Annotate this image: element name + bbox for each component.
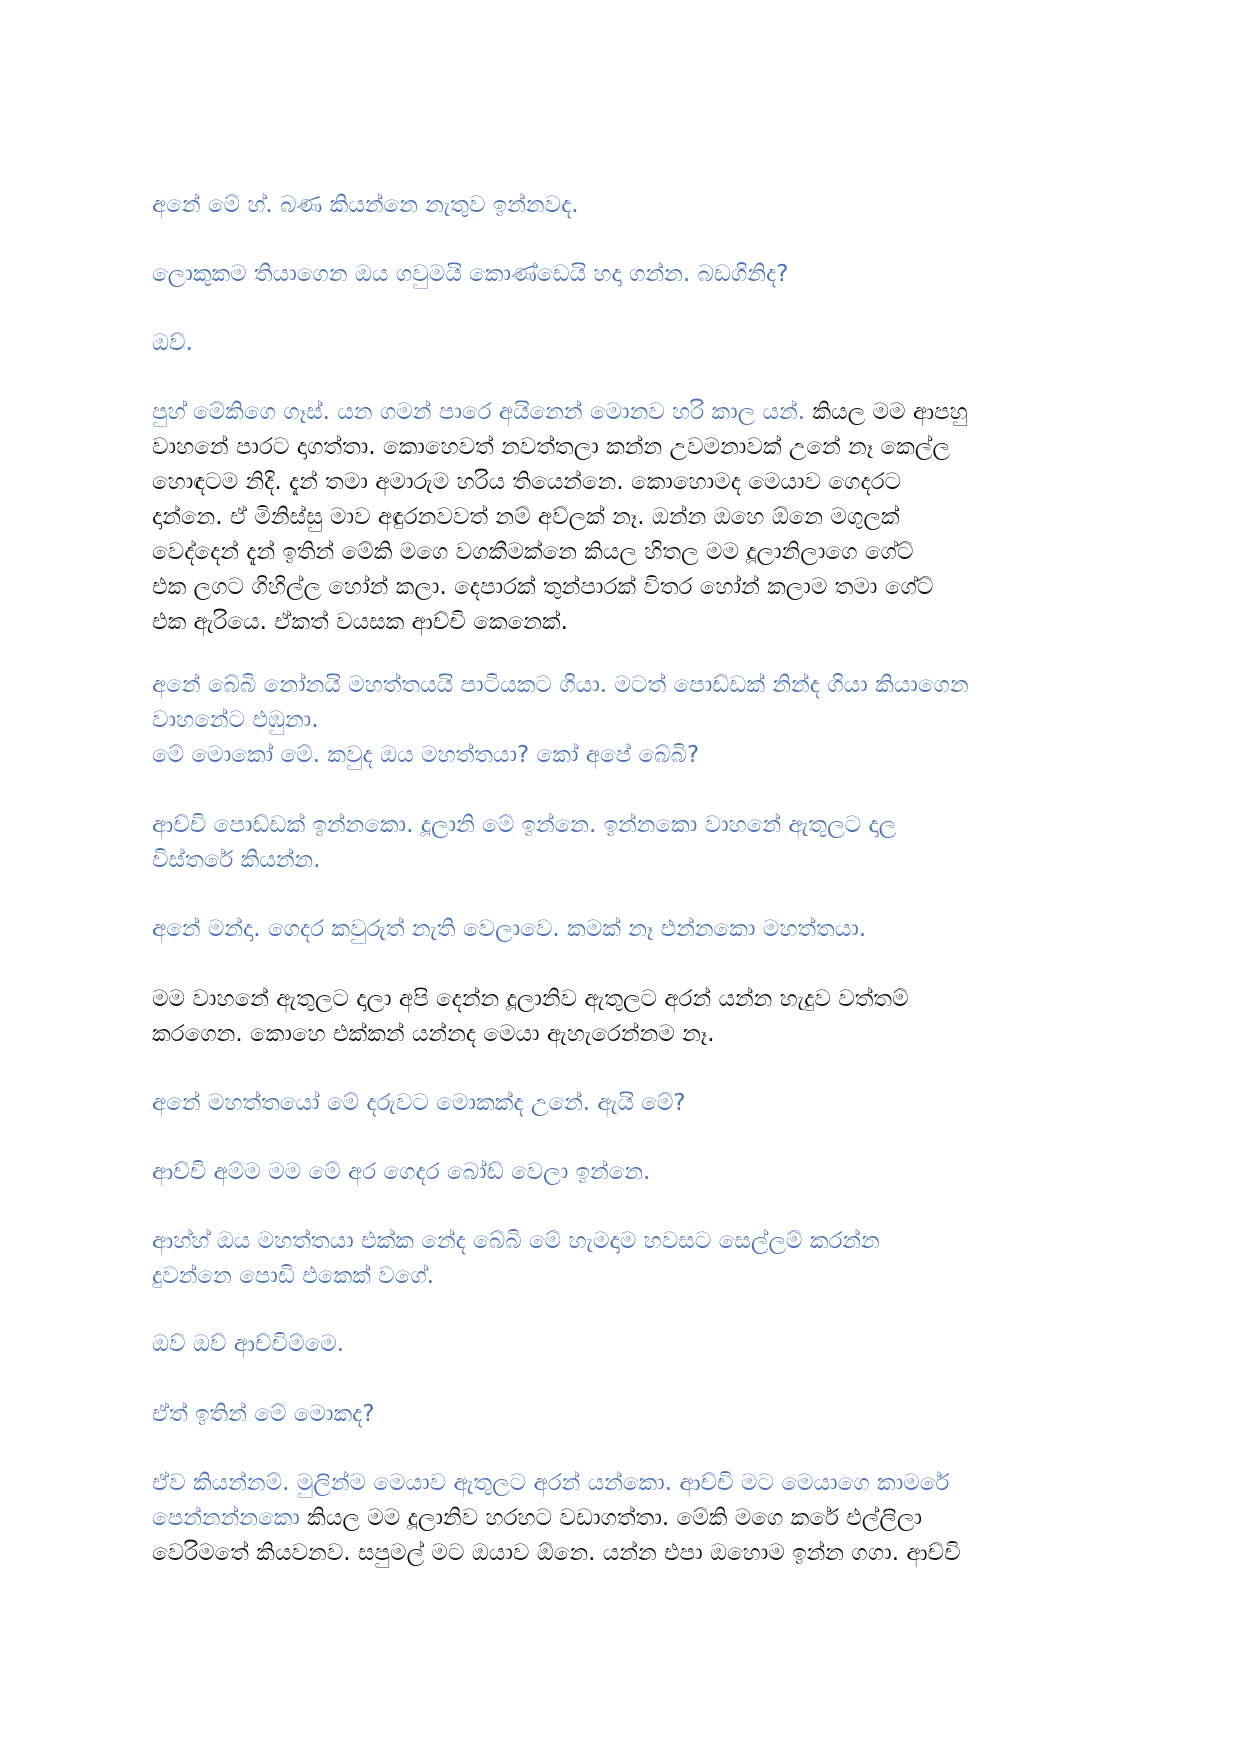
- paragraph: [152, 982, 1092, 1052]
- text-line: [152, 395, 1092, 430]
- dialogue-text: පුහ් මේකිගෙ ගෑස්. යන ගමන් පාරෙ අයිනෙන් මොනව හරි කාල යන්.: [152, 399, 813, 425]
- text-line: [152, 465, 1092, 500]
- narration-text: කියල මම දූලානිව හරහට වඩාගත්තා. මේකි මගෙ කරේ එල්ලිලා: [307, 1505, 923, 1531]
- paragraph: [152, 808, 1092, 878]
- dialogue-text: ලොකුකම තියාගෙන ඔය ගවුමයි කොණ්ඩෙයි හදා ගන්න. බඩගිනිද?: [152, 261, 789, 287]
- dialogue-text: ඒත් ඉතින් මේ මොකද?: [152, 1401, 375, 1427]
- text-line: [152, 500, 1092, 535]
- paragraph: [152, 912, 1092, 947]
- dialogue-text: ඔව්.: [152, 330, 193, 356]
- narration-text: මම වාහනේ ඇතුලට දාලා අපි දෙන්න දූලානිව ඇතුලට අරන් යන්න හැදුව වත්තම්: [152, 986, 909, 1012]
- paragraph: [152, 1397, 1092, 1432]
- text-line: [152, 1536, 1092, 1571]
- text-line: [152, 668, 1092, 703]
- dialogue-text: අනේ බේබි නෝනයි මහත්තයයි පාටියකට ගියා. මටත් පොඩ්ඩක් නින්ද ගියා කියාගෙන: [152, 672, 969, 698]
- paragraph: [152, 1086, 1092, 1121]
- text-line: [152, 257, 1092, 292]
- dialogue-text: අනේ මහත්තයෝ මේ දරුවට මොකක්ද උනේ. ඇයි මේ?: [152, 1090, 686, 1116]
- text-line: [152, 570, 1092, 605]
- paragraph: [152, 188, 1092, 223]
- text-line: [152, 1327, 1092, 1362]
- narration-text: කරගෙන. කොහෙ එක්කන් යන්නද මෙයා ඇහැරෙන්නම නෑ.: [152, 1021, 715, 1047]
- paragraph: [152, 1224, 1092, 1294]
- dialogue-text: ආච්චි අම්ම මම මේ අර ගෙදර බෝඩ් වෙලා ඉන්නෙ.: [152, 1159, 651, 1185]
- dialogue-text: අනේ මන්දා. ගෙදර කවුරුත් නැති වෙලාවෙ. කමක් නෑ එන්නකො මහත්තයා.: [152, 916, 867, 942]
- dialogue-text: පෙන්නන්නකො: [152, 1505, 308, 1531]
- dialogue-text: ආහ්හ් ඔය මහත්තයා එක්ක නේද බේබි මේ හැමදාම හවසට සෙල්ලම් කරන්න: [152, 1228, 880, 1254]
- dialogue-text: වාහනේට එඹුනා.: [152, 707, 319, 733]
- dialogue-text: අනේ මේ හ්. බණ කියන්නෙ නැතුව ඉන්නවද.: [152, 192, 579, 218]
- paragraph: [152, 1327, 1092, 1362]
- paragraph: [152, 668, 1092, 773]
- paragraph: [152, 1155, 1092, 1190]
- text-line: [152, 703, 1092, 738]
- narration-text: එක ඇරියෙ. ඒකත් වයසක ආච්චි කෙනෙක්.: [152, 609, 568, 635]
- text-line: [152, 1155, 1092, 1190]
- paragraph: [152, 326, 1092, 361]
- text-line: [152, 1086, 1092, 1121]
- text-line: [152, 808, 1092, 843]
- text-line: [152, 738, 1092, 773]
- text-line: [152, 912, 1092, 947]
- narration-text: එක ලගට ගිහිල්ල හෝන් කලා. දෙපාරක් තුන්පාරක් විතර හෝන් කලාම තමා ගේට්: [152, 574, 934, 600]
- paragraph: [152, 257, 1092, 292]
- text-line: [152, 326, 1092, 361]
- narration-text: වාහනේ පාරට දාගත්තා. කොහෙවත් නවත්තලා කන්න උවමනාවක් උනේ නෑ කෙල්ල: [152, 434, 950, 460]
- text-line: [152, 430, 1092, 465]
- narration-text: වෙද්දෙන් දැන් ඉතින් මේකි මගෙ වගකීමක්නෙ කියල හිතල මම දූලානිලාගෙ ගේට්: [152, 539, 914, 565]
- text-line: [152, 535, 1092, 570]
- narration-text: දාන්නෙ. ඒ මිනිස්සු මාව අඳුරනවවත් නම් අව්ලක් නෑ. ඔන්න ඔහෙ ඕනෙ මගුලක්: [152, 504, 900, 530]
- text-line: [152, 188, 1092, 223]
- narration-text: වෙරිමතේ කියවනව. සපුමල් මට ඔයාව ඕනෙ. යන්න එපා ඔහොම ඉන්න ගගා. ආච්චි: [152, 1540, 961, 1566]
- text-line: [152, 982, 1092, 1017]
- narration-text: හොඳටම නිදි. දැන් තමා අමාරුම හරිය තියෙන්නෙ. කොහොමද මෙයාව ගෙදරට: [152, 469, 902, 495]
- paragraph: [152, 395, 1092, 640]
- dialogue-text: ඒව කියන්නම්. මුලින්ම මෙයාව ඇතුලට අරන් යන්කො. ආච්චි මට මෙයාගෙ කාමරේ: [152, 1470, 950, 1496]
- text-line: [152, 1466, 1092, 1501]
- text-line: [152, 1017, 1092, 1052]
- paragraph: [152, 1466, 1092, 1571]
- text-line: [152, 1397, 1092, 1432]
- dialogue-text: ආච්චි පොඩ්ඩක් ඉන්නකො. දූලානි මේ ඉන්නෙ. ඉන්නකො වාහනේ ඇතුලට දාල: [152, 812, 897, 838]
- dialogue-text: විස්තරේ කියන්න.: [152, 847, 321, 873]
- text-line: [152, 1259, 1092, 1294]
- text-line: [152, 1501, 1092, 1536]
- text-line: [152, 1224, 1092, 1259]
- dialogue-text: ඔව් ඔව් ආච්චිම්මෙ.: [152, 1331, 345, 1357]
- narration-text: කියල මම ආපහු: [812, 399, 968, 425]
- text-line: [152, 605, 1092, 640]
- dialogue-text: දුවන්නෙ පොඩි එකෙක් වගේ.: [152, 1263, 435, 1289]
- dialogue-text: මේ මොකෝ මේ. කවුද ඔය මහත්තයා? කෝ අපේ බේබි?: [152, 742, 700, 768]
- text-line: [152, 843, 1092, 878]
